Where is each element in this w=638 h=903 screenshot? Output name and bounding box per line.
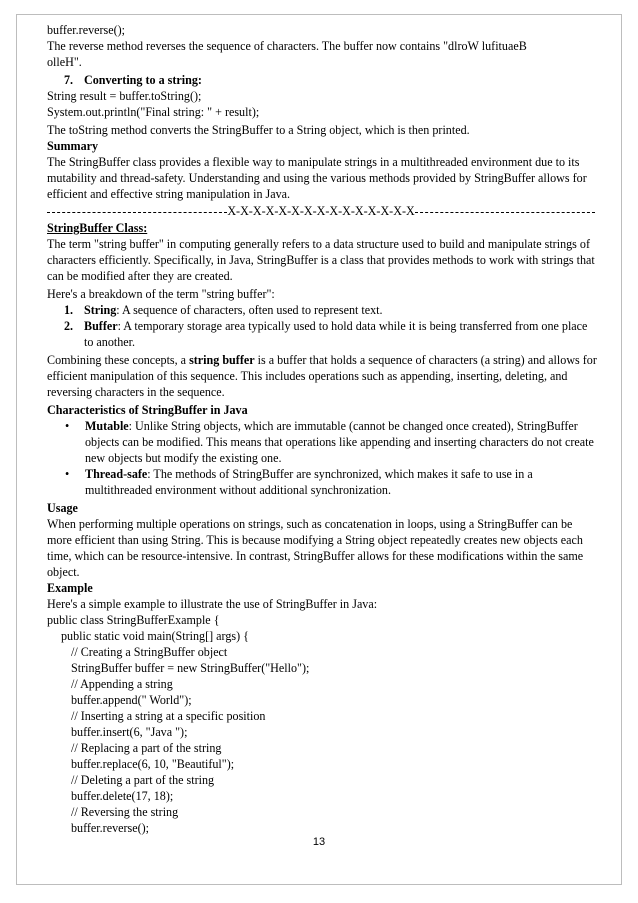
list-term: Buffer <box>84 319 118 333</box>
list-desc: : A temporary storage area typically used to hold data while it is being transferred from one place to another. <box>84 319 588 349</box>
usage-heading: Usage <box>47 501 78 515</box>
code-line: System.out.println("Final string: " + result); <box>47 105 260 119</box>
list-desc: : A sequence of characters, often used to represent text. <box>116 303 383 317</box>
separator-text: X-X-X-X-X-X-X-X-X-X-X-X-X-X-X <box>227 204 415 218</box>
example-heading: Example <box>47 581 93 595</box>
body-text: The toString method converts the StringBuffer to a String object, which is then printed. <box>47 123 470 137</box>
code-line: // Replacing a part of the string <box>71 741 222 755</box>
characteristics-heading: Characteristics of StringBuffer in Java <box>47 403 248 417</box>
dashed-rule-left <box>47 212 227 213</box>
body-text: Here's a breakdown of the term "string buffer": <box>47 287 275 301</box>
section-heading: StringBuffer Class: <box>47 221 148 235</box>
list-number: 1. <box>64 303 74 317</box>
body-text: olleH". <box>47 55 82 69</box>
code-line: StringBuffer buffer = new StringBuffer("Hello"); <box>71 661 310 675</box>
list-term: String <box>84 303 117 317</box>
code-line: public static void main(String[] args) { <box>61 629 249 643</box>
step-title: Converting to a string: <box>84 73 202 87</box>
list-item <box>47 302 599 318</box>
page-number: 13 <box>312 836 326 848</box>
bold-term: string buffer <box>189 353 255 367</box>
dashed-rule-right <box>415 212 595 213</box>
code-line: buffer.insert(6, "Java "); <box>71 725 188 739</box>
text-run: Combining these concepts, a <box>47 353 190 367</box>
code-line: // Reversing the string <box>71 805 179 819</box>
step-number: 7. <box>64 73 74 87</box>
section-separator <box>47 203 595 219</box>
text-run: is a buffer that holds a sequence of characters (a string) and allows for efficient manipulation of this sequence. This includes operations such as appending, inserting, deleting, and reversing characters in the sequence. <box>47 353 597 399</box>
summary-heading: Summary <box>47 139 99 153</box>
code-line: public class StringBufferExample { <box>47 613 220 627</box>
body-text: The term "string buffer" in computing generally refers to a data structure used to build and manipulate strings of characters efficiently. Specifically, in Java, StringBuffer is a class that provides methods to work with strings that can be modified after they are created. <box>47 237 595 283</box>
bullet-desc: : The methods of StringBuffer are synchronized, which makes it safe to use in a multithreaded environment without additional synchronization. <box>85 467 533 497</box>
list-item <box>47 318 599 350</box>
summary-text: The StringBuffer class provides a flexible way to manipulate strings in a multithreaded environment due to its mutability and thread-safety. Understanding and using the various methods provided by StringBuffer allows for efficient and effective string manipulation in Java. <box>47 155 587 201</box>
code-line: // Inserting a string at a specific position <box>71 709 266 723</box>
bullet-icon: • <box>65 467 70 481</box>
list-number: 2. <box>64 319 74 333</box>
bullet-term: Mutable <box>85 419 129 433</box>
code-line: // Creating a StringBuffer object <box>71 645 228 659</box>
code-line: buffer.replace(6, 10, "Beautiful"); <box>71 757 235 771</box>
usage-text: When performing multiple operations on strings, such as concatenation in loops, using a StringBuffer can be more efficient than using String. This is because modifying a String object repeatedly creates new objects each time, which can be resource-intensive. In contrast, StringBuffer allows for these modifications within the same object. <box>47 517 584 579</box>
bullet-desc: : Unlike String objects, which are immutable (cannot be changed once created), StringBuffer objects can be modified. This means that operations like appending and inserting characters do not create new objects but modify the existing one. <box>85 419 594 465</box>
code-line: buffer.reverse(); <box>71 821 150 835</box>
code-line: // Deleting a part of the string <box>71 773 215 787</box>
code-line: String result = buffer.toString(); <box>47 89 202 103</box>
code-line: buffer.reverse(); <box>47 23 126 37</box>
body-text <box>47 352 599 400</box>
body-text: Here's a simple example to illustrate the use of StringBuffer in Java: <box>47 597 378 611</box>
page-content <box>47 22 599 836</box>
code-line: // Appending a string <box>71 677 173 691</box>
bullet-item <box>47 466 599 498</box>
code-line: buffer.append(" World"); <box>71 693 192 707</box>
bullet-icon: • <box>65 419 70 433</box>
step-7-heading <box>47 72 599 88</box>
body-text: The reverse method reverses the sequence of characters. The buffer now contains "dlroW lufituaeB <box>47 39 527 53</box>
bullet-term: Thread-safe <box>85 467 148 481</box>
bullet-item <box>47 418 599 466</box>
code-line: buffer.delete(17, 18); <box>71 789 174 803</box>
